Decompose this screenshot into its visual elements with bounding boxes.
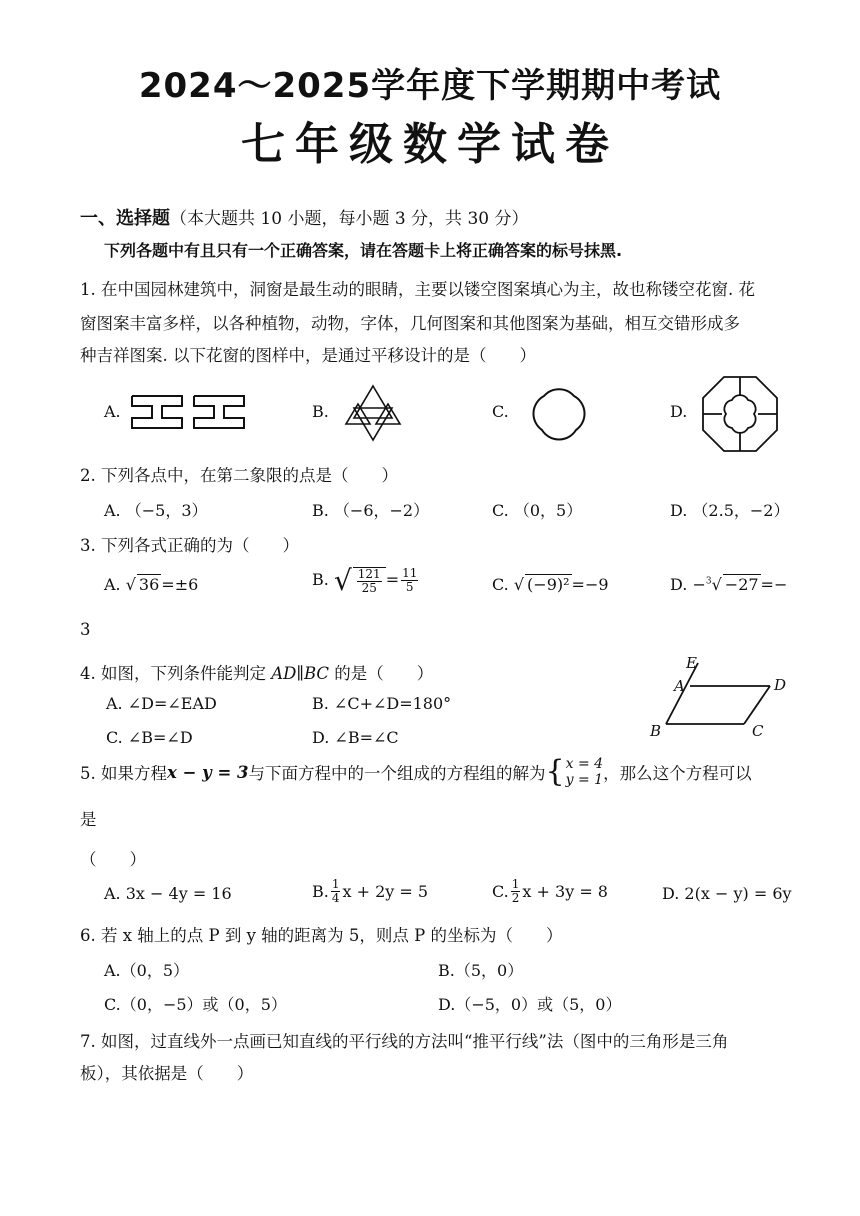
- q6-option-c: C.（0，−5）或（0，5）: [104, 995, 287, 1014]
- q3-a-label: A.: [104, 575, 121, 594]
- q3-option-b: B. √ $\frac{121}{25}$ = $\frac{11}{5}$: [312, 564, 418, 597]
- q5-system-eq2: y = 1: [565, 772, 604, 788]
- q3-b-eq: =: [385, 570, 400, 589]
- q5-stem: 5. 如果方程 x − y = 3 与下面方程中的一个组成的方程组的解为 { x = 4 y = 1 ，那么这个方程可以: [80, 754, 752, 789]
- q1-line1: 1. 在中国园林建筑中，洞窗是最生动的眼睛，主要以镂空图案填心为主，故也称镂空花窗. 花: [80, 280, 755, 299]
- q7-line2: 板），其依据是（ ）: [80, 1064, 254, 1083]
- q5-b-num: 1: [331, 877, 340, 891]
- q1-option-a-label: A.: [104, 402, 121, 421]
- q4-label-c: C: [752, 722, 764, 740]
- q2-option-a: A. （−5，3）: [104, 501, 208, 520]
- q3-c-radicand: (−9)²: [527, 575, 570, 594]
- q5-line2: 是: [80, 810, 97, 829]
- q1-line3: 种吉祥图案. 以下花窗的图样中，是通过平移设计的是（ ）: [80, 346, 536, 365]
- q5-line3: （ ）: [80, 850, 146, 869]
- q5-c-rest: x + 3y = 8: [522, 882, 608, 901]
- q3-b-label: B.: [312, 570, 329, 589]
- q6-option-d: D.（−5，0）或（5，0）: [438, 995, 622, 1014]
- q4-stem: [80, 660, 433, 684]
- q5-stem-mid: 与下面方程中的一个组成的方程组的解为: [248, 764, 546, 783]
- q3-d-pre: −: [692, 575, 706, 594]
- q1-figure-c-quatrefoil-pattern: [520, 374, 598, 452]
- q3-c-label: C.: [492, 575, 509, 594]
- section-title: 一、选择题: [80, 208, 170, 229]
- section-info: （本大题共 10 小题，每小题 3 分，共 30 分）: [170, 209, 529, 229]
- q4-option-a: A. ∠D=∠EAD: [106, 694, 217, 713]
- q4-label-a: A: [674, 677, 685, 695]
- q7-line1: 7. 如图，过直线外一点画已知直线的平行线的方法叫“推平行线”法（图中的三角形是三角: [80, 1032, 729, 1051]
- q5-option-c: [492, 878, 608, 905]
- q3-wrap: 3: [80, 620, 91, 639]
- q5-option-d: D. 2(x − y) = 6y: [662, 884, 792, 903]
- q3-option-a: A. √ 36 =±6: [104, 575, 199, 594]
- q2-option-c: C. （0，5）: [492, 501, 583, 520]
- q5-stem-pre: 5. 如果方程: [80, 764, 167, 783]
- q3-a-radicand: 36: [138, 575, 160, 594]
- q1-figure-b-triangles-pattern: [340, 384, 406, 442]
- q1-option-c-label: C.: [492, 402, 509, 421]
- q5-c-den: 2: [511, 891, 520, 905]
- q3-d-index: 3: [705, 576, 712, 587]
- q4-stem-post: 的是（ ）: [329, 664, 434, 683]
- q3-d-rest: =−: [760, 575, 788, 594]
- q1-figure-d-octagon-pattern: [700, 374, 780, 454]
- q2-stem: 2. 下列各点中，在第二象限的点是（ ）: [80, 466, 398, 485]
- q4-parallelogram-figure: [640, 656, 800, 746]
- q3-b-num: 121: [357, 566, 381, 581]
- exam-title-line2: 七年级数学试卷: [241, 119, 619, 170]
- q5-b-label: B.: [312, 882, 329, 901]
- q5-stem-post: ，那么这个方程可以: [603, 764, 752, 783]
- q4-stem-math: AD∥BC: [271, 664, 330, 683]
- q3-option-c: C. √ (−9)² =−9: [492, 575, 609, 594]
- q4-label-b: B: [650, 722, 662, 740]
- q5-option-b: [312, 878, 428, 905]
- q3-b-rden: 5: [405, 580, 414, 594]
- q1-option-b-label: B.: [312, 402, 329, 421]
- q3-stem: 3. 下列各式正确的为（ ）: [80, 536, 299, 555]
- q4-option-c: C. ∠B=∠D: [106, 728, 193, 747]
- q6-option-b: B.（5，0）: [438, 961, 524, 980]
- section-instruction: 下列各题中有且只有一个正确答案，请在答题卡上将正确答案的标号抹黑.: [104, 241, 623, 260]
- section-heading: [80, 204, 529, 230]
- q4-option-d: D. ∠B=∠C: [312, 728, 399, 747]
- q5-stem-eq: x − y = 3: [167, 762, 249, 782]
- q5-b-den: 4: [331, 891, 340, 905]
- q1-line2: 窗图案丰富多样，以各种植物，动物，字体，几何图案和其他图案为基础，相互交错形成多: [80, 314, 740, 333]
- q3-c-rest: =−9: [571, 575, 609, 594]
- q4-line-dc: [744, 686, 770, 724]
- q3-d-radicand: −27: [724, 575, 759, 594]
- q3-a-rest: =±6: [161, 575, 199, 594]
- q3-d-label: D.: [670, 575, 688, 594]
- q4-stem-pre: 4. 如图，下列条件能判定: [80, 664, 272, 683]
- q5-c-num: 1: [511, 877, 520, 891]
- q4-label-d: D: [774, 676, 787, 694]
- q5-b-rest: x + 2y = 5: [342, 882, 429, 901]
- q4-option-b: B. ∠C+∠D=180°: [312, 694, 452, 713]
- q6-stem: 6. 若 x 轴上的点 P 到 y 轴的距离为 5，则点 P 的坐标为（ ）: [80, 926, 563, 945]
- q3-option-d: D. −$^3$√ −27 =−: [670, 575, 788, 594]
- q5-c-label: C.: [492, 882, 509, 901]
- q2-option-d: D. （2.5，−2）: [670, 501, 790, 520]
- q3-b-rnum: 11: [402, 566, 418, 580]
- q3-b-den: 25: [361, 580, 377, 595]
- q2-option-b: B. （−6，−2）: [312, 501, 430, 520]
- q6-option-a: A.（0，5）: [104, 961, 190, 980]
- q1-figure-a-translation-pattern: [128, 392, 258, 432]
- q4-label-e: E: [686, 654, 697, 672]
- q5-system-eq1: x = 4: [565, 756, 604, 772]
- exam-title-line1: 2024～2025学年度下学期期中考试: [138, 66, 722, 106]
- q1-option-d-label: D.: [670, 402, 688, 421]
- q5-option-a: A. 3x − 4y = 16: [104, 884, 232, 903]
